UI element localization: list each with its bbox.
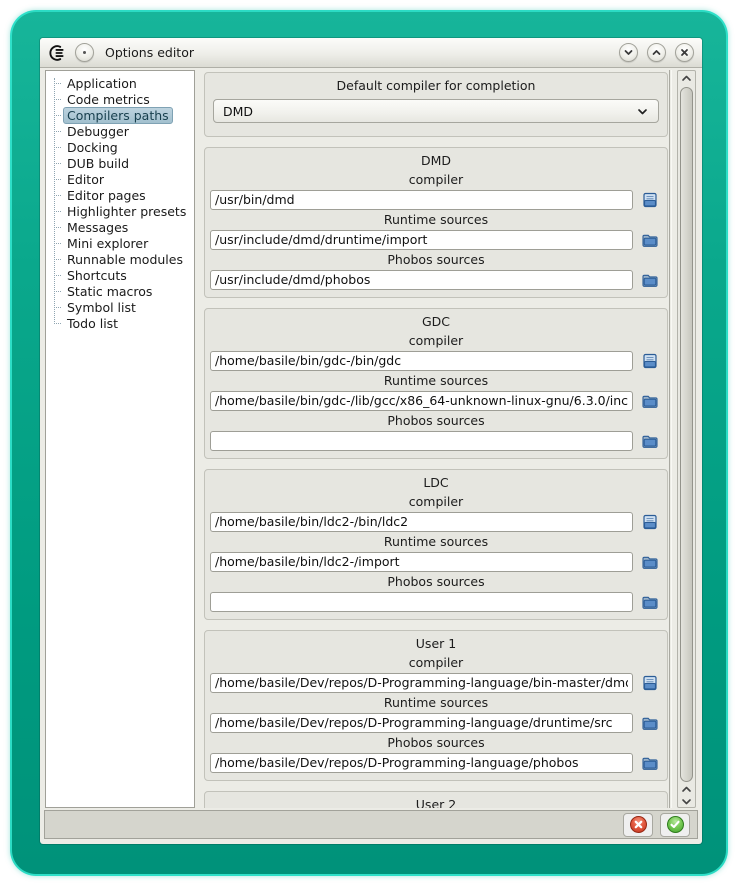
group-title: LDC [423,475,449,490]
browse-file-button[interactable] [638,673,662,693]
browse-file-button[interactable] [638,512,662,532]
minimize-button[interactable] [619,43,638,62]
gdc-compiler-input[interactable] [210,351,633,371]
browse-folder-button[interactable] [638,431,662,451]
vertical-scrollbar[interactable] [677,70,696,808]
groups-scroll-area [204,70,668,808]
browse-folder-button[interactable] [638,391,662,411]
gdc-runtime-sources-input[interactable] [210,391,633,411]
scrollbar-thumb[interactable] [680,87,693,782]
browse-folder-button[interactable] [638,552,662,572]
dmd-runtime-sources-input[interactable] [210,230,633,250]
close-icon [679,47,690,58]
open-folder-icon [641,433,659,449]
scroll-down-button[interactable] [678,795,695,807]
sidebar-item-static-macros[interactable]: Static macros [46,283,194,299]
browse-folder-button[interactable] [638,753,662,773]
options-editor-window [40,38,702,844]
sidebar-item-dub-build[interactable]: DUB build [46,155,194,171]
content-area [40,68,702,810]
open-folder-icon [641,272,659,288]
window-title: Options editor [105,45,194,60]
field-label: Phobos sources [387,252,485,267]
ldc-phobos-sources-input[interactable] [210,592,633,612]
window-frame [10,10,728,876]
sidebar-item-editor[interactable]: Editor [46,171,194,187]
menu-dot-icon [83,51,86,54]
dmd-compiler-input[interactable] [210,190,633,210]
sidebar-item-debugger[interactable]: Debugger [46,123,194,139]
group-title: User 2 [415,797,457,808]
open-folder-icon [641,393,659,409]
scroll-up-button[interactable] [678,71,695,86]
chevron-up-icon [681,74,692,83]
default-compiler-select[interactable] [213,99,659,123]
open-file-icon [641,353,659,369]
group-user2 [204,791,668,808]
sidebar-item-editor-pages[interactable]: Editor pages [46,187,194,203]
app-icon [48,43,68,63]
field-label: Phobos sources [387,735,485,750]
open-folder-icon [641,715,659,731]
group-gdc [204,308,668,459]
titlebar[interactable] [40,38,702,68]
sidebar-item-highlighter-presets[interactable]: Highlighter presets [46,203,194,219]
field-label: compiler [408,655,464,670]
selected-compiler: DMD [223,103,254,119]
browse-folder-button[interactable] [638,230,662,250]
cancel-icon [630,816,647,833]
browse-file-button[interactable] [638,351,662,371]
browse-folder-button[interactable] [638,592,662,612]
open-folder-icon [641,755,659,771]
chevron-down-icon [681,797,692,806]
sidebar-item-code-metrics[interactable]: Code metrics [46,91,194,107]
dialog-button-bar [44,810,698,839]
splitter[interactable] [195,68,204,810]
open-file-icon [641,192,659,208]
user1-compiler-input[interactable] [210,673,633,693]
sidebar-item-docking[interactable]: Docking [46,139,194,155]
gdc-phobos-sources-input[interactable] [210,431,633,451]
compilers-paths-panel [204,70,696,808]
accept-button[interactable] [660,813,690,837]
category-tree [45,70,195,808]
window-menu-button[interactable] [75,43,94,62]
cancel-button[interactable] [623,813,653,837]
sidebar-item-symbol-list[interactable]: Symbol list [46,299,194,315]
window-controls [619,43,694,62]
ldc-runtime-sources-input[interactable] [210,552,633,572]
group-title: DMD [420,153,452,168]
field-label: Runtime sources [383,534,489,549]
sidebar-item-todo-list[interactable]: Todo list [46,315,194,331]
sidebar-item-messages[interactable]: Messages [46,219,194,235]
panel-groove [669,70,672,808]
sidebar-item-application[interactable]: Application [46,75,194,91]
group-dmd [204,147,668,298]
open-folder-icon [641,232,659,248]
user1-phobos-sources-input[interactable] [210,753,633,773]
group-ldc [204,469,668,620]
user1-runtime-sources-input[interactable] [210,713,633,733]
open-file-icon [641,514,659,530]
dmd-phobos-sources-input[interactable] [210,270,633,290]
field-label: compiler [408,333,464,348]
browse-folder-button[interactable] [638,713,662,733]
field-label: Phobos sources [387,574,485,589]
chevron-down-icon [623,47,634,58]
chevron-up-icon [681,785,692,794]
field-label: Runtime sources [383,695,489,710]
sidebar-item-mini-explorer[interactable]: Mini explorer [46,235,194,251]
open-folder-icon [641,594,659,610]
sidebar-item-compilers-paths[interactable]: Compilers paths [46,107,194,123]
field-label: compiler [408,172,464,187]
browse-folder-button[interactable] [638,270,662,290]
field-label: Phobos sources [387,413,485,428]
chevron-down-icon [636,105,649,118]
browse-file-button[interactable] [638,190,662,210]
group-title: Default compiler for completion [336,78,536,93]
group-title: User 1 [415,636,457,651]
group-default-compiler [204,72,668,137]
group-title: GDC [421,314,451,329]
ldc-compiler-input[interactable] [210,512,633,532]
field-label: Runtime sources [383,212,489,227]
sidebar-item-runnable-modules[interactable]: Runnable modules [46,251,194,267]
close-button[interactable] [675,43,694,62]
field-label: compiler [408,494,464,509]
accept-icon [667,816,684,833]
maximize-button[interactable] [647,43,666,62]
field-label: Runtime sources [383,373,489,388]
open-folder-icon [641,554,659,570]
group-user1 [204,630,668,781]
scroll-up-button-secondary[interactable] [678,783,695,795]
sidebar-item-shortcuts[interactable]: Shortcuts [46,267,194,283]
open-file-icon [641,675,659,691]
chevron-up-icon [651,47,662,58]
